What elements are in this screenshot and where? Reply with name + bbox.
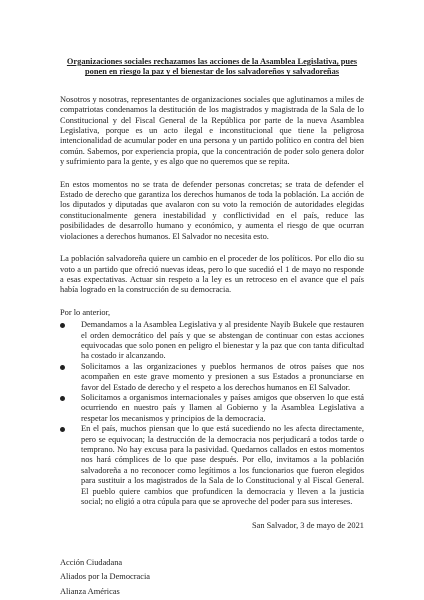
intro-text: Por lo anterior, [60,307,111,317]
demands-list [60,320,364,507]
bullet-icon [60,365,65,370]
bullet-icon [60,427,65,432]
list-item-text: En el país, muchos piensan que lo que está sucediendo no les afecta directamente, pero se equivocan; la destrucción de la democracia nos perjudicará a todos tarde o temprano. No hay excusa para la pasividad. Quedarnos callados en estos momentos nos hará cómplices de lo que pase después. Por ello, invitamos a la población salvadoreña a no reconocer como legítimos a los funcionarios que fueron elegidos para sustituir a los magistrados de la Sala de lo Constitucional y al Fiscal General. El pueblo quiere cambios que profundicen la democracia y lleven a la justicia social; no eligió a otra cúpula para que se aproveche del poder para sus intereses. [81,424,364,507]
list-item [60,424,364,507]
signatory: Acción Ciudadana [60,557,123,567]
list-item-text: Solicitamos a las organizaciones y pueblos hermanos de otros países que nos acompañen en este grave momento y presionen a sus Estados a pronunciarse en favor del Estado de derecho y el respeto a los derechos humanos en El Salvador. [81,361,364,392]
paragraph: Nosotros y nosotras, representantes de organizaciones sociales que aglutinamos a miles de compatriotas condenamos la destitución de los magistrados y magistrada de la Sala de lo Constitucional y del Fiscal General de la República por parte de la nueva Asamblea Legislativa, porque es un acto ilegal e inconstitucional que tiene la peligrosa intencionalidad de acumular poder en una persona y un partido político en contra del bien común. Sabemos, por experiencia propia, que la concentración de poder solo genera dolor y sufrimiento para la gente, y es algo que no queremos que se repita. [60,94,364,167]
list-item [60,393,364,424]
list-item-text: Solicitamos a organismos internacionales y países amigos que observen lo que está ocurriendo en nuestro país y llamen al Gobierno y la Asamblea Legislativa a respetar los mecanismos y principios de la democracia. [81,392,364,423]
paragraph: La población salvadoreña quiere un cambio en el proceder de los políticos. Por ello dio su voto a un partido que ofreció nuevas ideas, pero lo que sucedió el 1 de mayo no responde a esas expectativas. Actuar sin respeto a la ley es un retroceso en el avance que el país había logrado en la construcción de su democracia. [60,254,364,295]
list-item-text: Demandamos a la Asamblea Legislativa y al presidente Nayib Bukele que restauren el orden democrático del país y que se abstengan de continuar con estas acciones equivocadas que solo ponen en peligro el bienestar y la paz que con tanta dificultad ha costado ir alcanzando. [81,320,364,361]
signatories [60,556,364,600]
list-item [60,320,364,362]
signatory: Alianza Américas [60,586,120,596]
list-item [60,362,364,393]
bullet-icon [60,323,65,328]
document-title: Organizaciones sociales rechazamos las acciones de la Asamblea Legislativa, pues ponen en riesgo la paz y el bienestar de los salvadoreños y salvadoreñas [66,57,358,77]
paragraph: En estos momentos no se trata de defender personas concretas; se trata de defender el Estado de derecho que garantiza los derechos humanos de toda la población. La acción de los diputados y diputadas que avalaron con su voto la remoción de autoridades elegidas constitucionalmente genera inestabilidad y conflictividad en el país, reduce las posibilidades de desarrollo humano y económico, y aumenta el riesgo de que ocurran violaciones a derechos humanos. El Salvador no necesita esto. [60,179,364,241]
signatory: Aliados por la Democracia [60,572,150,582]
bullet-icon [60,396,65,401]
document-date: San Salvador, 3 de mayo de 2021 [251,521,364,531]
